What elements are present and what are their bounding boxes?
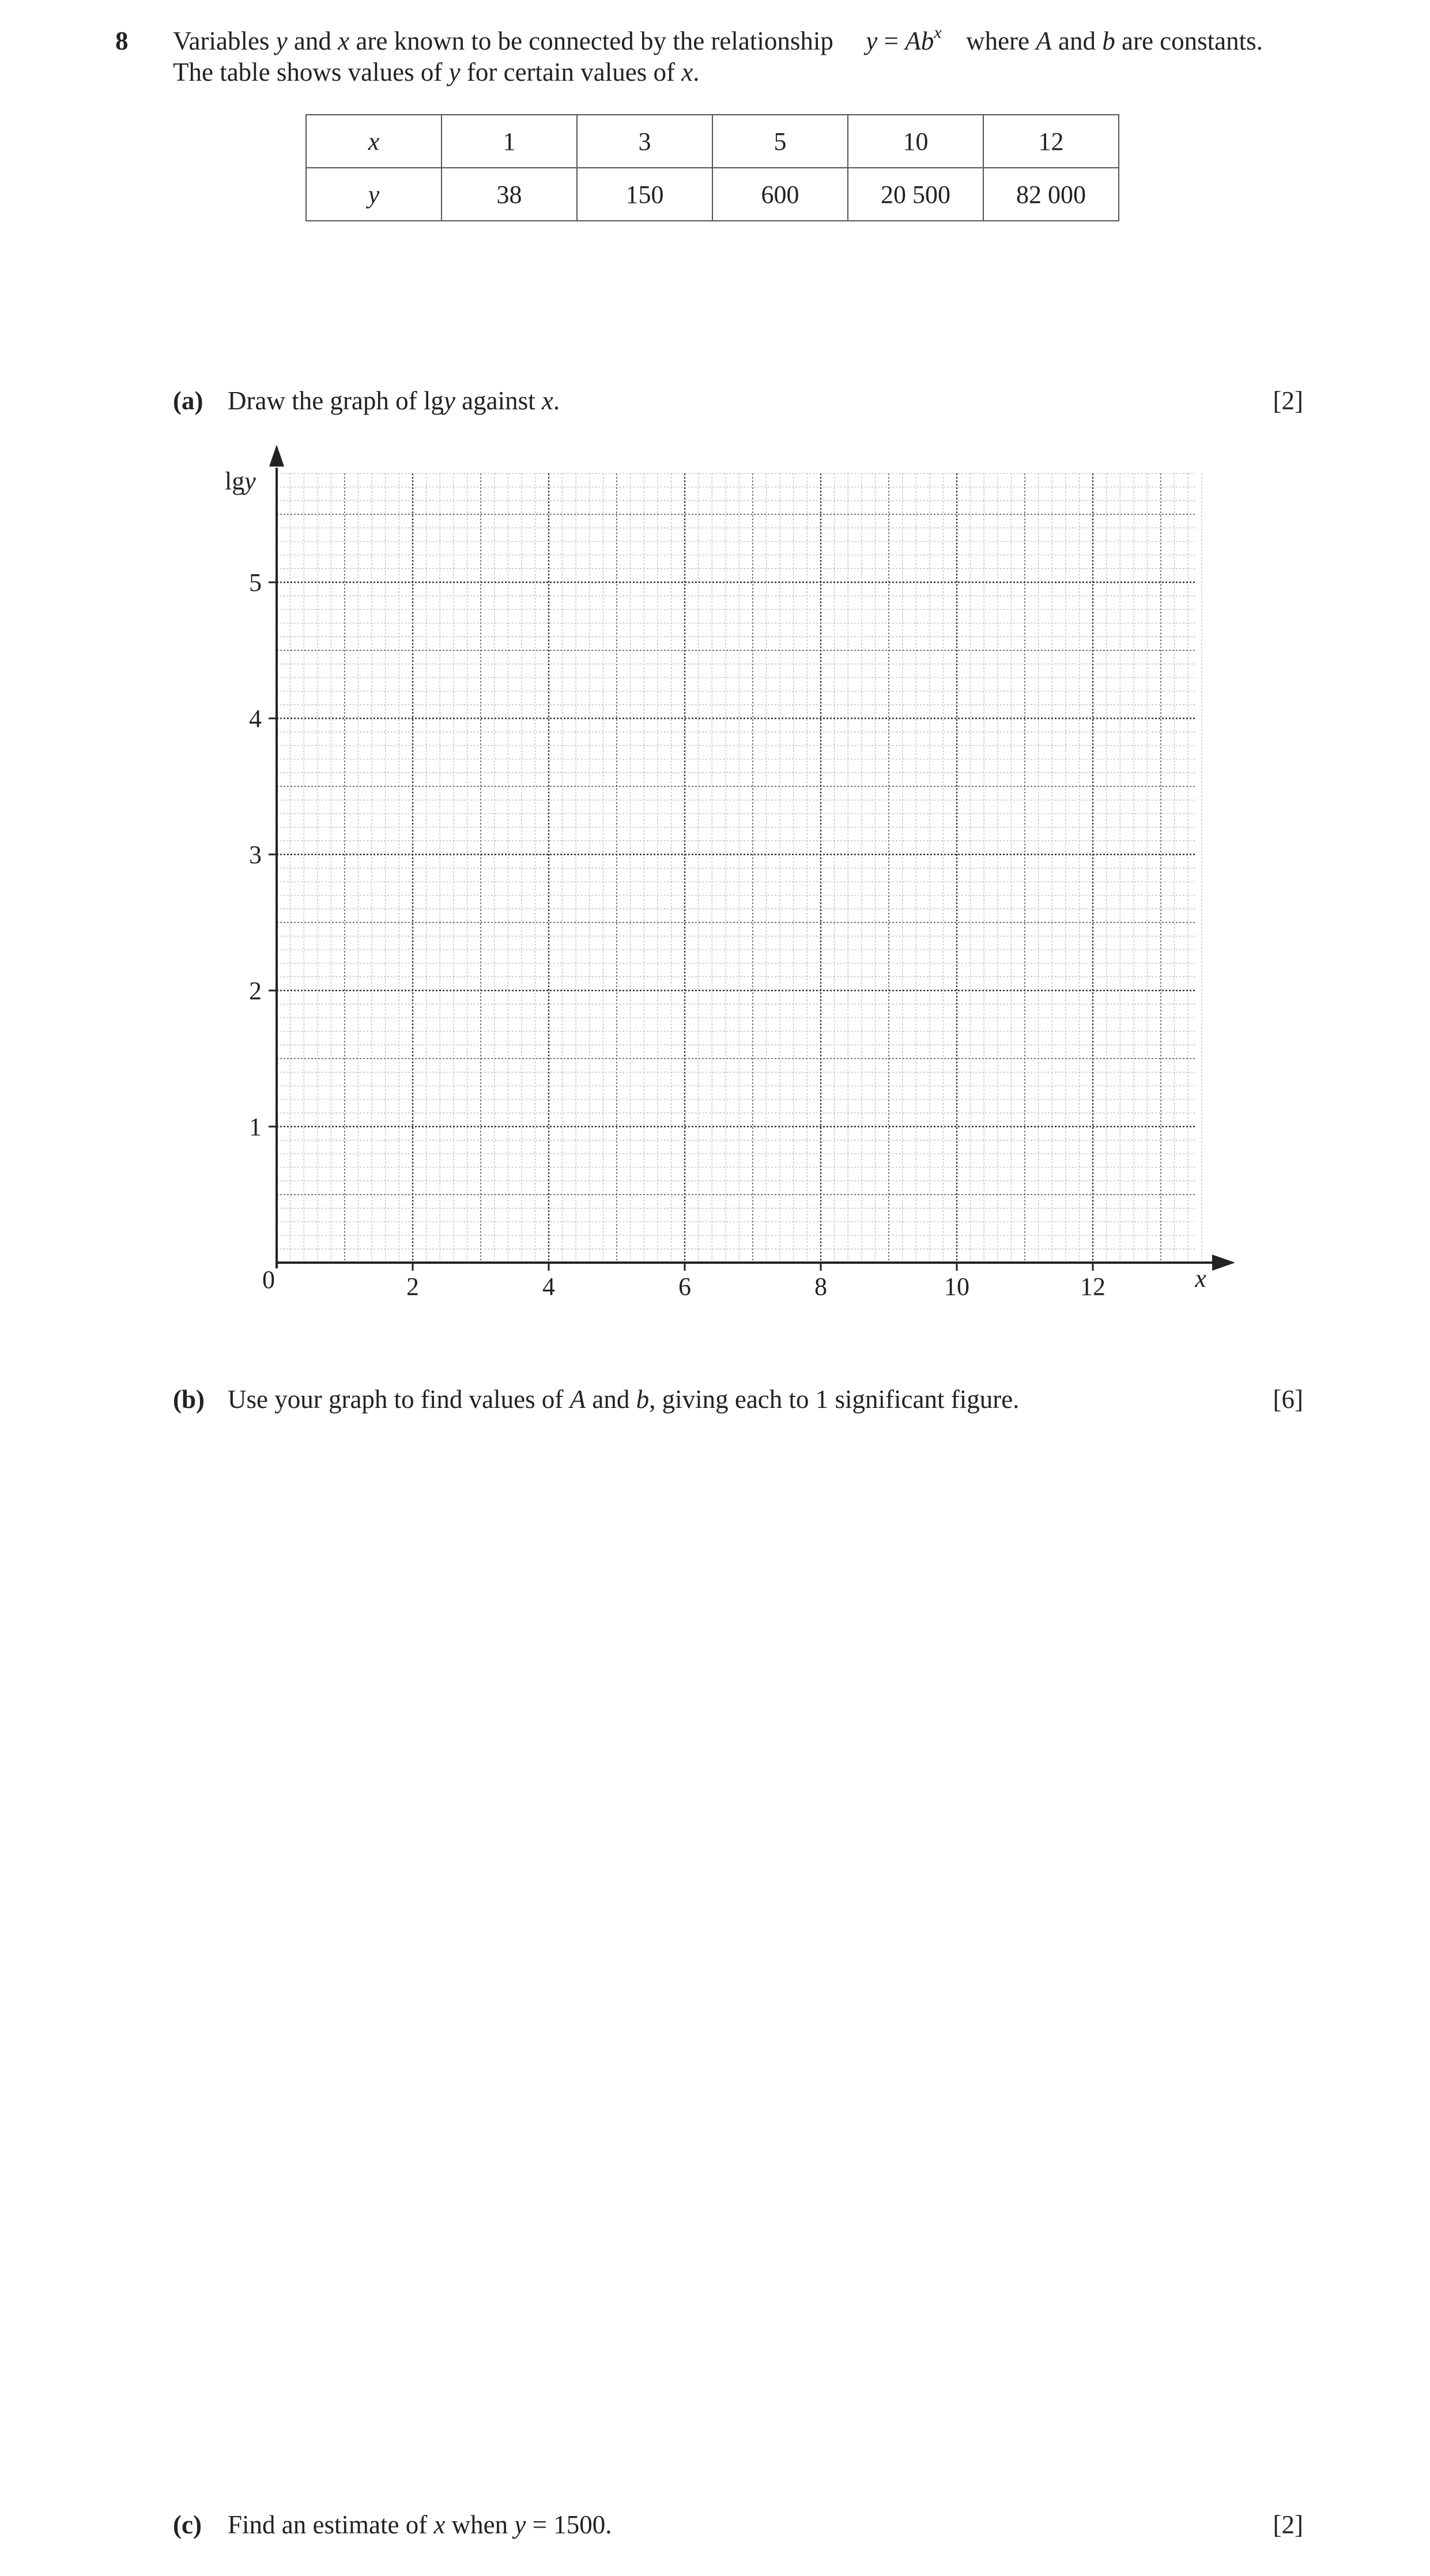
y-tick-label: 1 <box>249 1113 262 1141</box>
y-tick-label: 3 <box>249 841 262 869</box>
table-row-y <box>306 168 1119 221</box>
part-b-marks: [6] <box>1273 1385 1303 1414</box>
x-tick-label: 10 <box>944 1272 969 1301</box>
table-cell: 38 <box>442 168 577 221</box>
table-cell: 10 <box>848 115 983 168</box>
question-intro: Variables y and x are known to be connected by the relationship $y = Ab^x$ where A and b are constants. <box>173 23 1263 55</box>
table-cell: 5 <box>712 115 848 168</box>
x-tick-label: 12 <box>1080 1272 1105 1301</box>
x-tick-label: 8 <box>814 1272 827 1301</box>
question-line-2: The table shows values of y for certain values of x. <box>173 58 700 86</box>
y-tick-label: 2 <box>249 977 262 1005</box>
table-cell: 3 <box>577 115 712 168</box>
part-b-label: (b) <box>173 1385 205 1414</box>
part-a-label: (a) <box>173 386 203 415</box>
y-tick-label: 4 <box>249 705 262 733</box>
part-b-text: Use your graph to find values of A and b, giving each to 1 significant figure. <box>228 1385 1020 1414</box>
table-cell: 20 500 <box>848 168 983 221</box>
y-tick-label: 5 <box>249 568 262 597</box>
part-a-marks: [2] <box>1273 386 1303 415</box>
x-tick-label: 6 <box>678 1272 691 1301</box>
x-axis-arrow <box>1212 1255 1235 1271</box>
values-table <box>305 114 1119 221</box>
table-cell: 82 000 <box>983 168 1119 221</box>
question-number: 8 <box>115 27 129 55</box>
part-c-marks: [2] <box>1273 2510 1303 2539</box>
y-axis-arrow <box>269 445 284 466</box>
table-cell: 150 <box>577 168 712 221</box>
grid-lines <box>277 473 1202 1263</box>
x-axis-label: x <box>1195 1264 1206 1293</box>
table-cell: 12 <box>983 115 1119 168</box>
equation: $y = Ab^x$ <box>866 23 942 55</box>
part-c-label: (c) <box>173 2510 202 2539</box>
x-tick-label: 4 <box>542 1272 555 1301</box>
table-cell: 600 <box>712 168 848 221</box>
table-header-x: x <box>306 115 442 168</box>
origin-label: 0 <box>262 1266 275 1294</box>
graph-paper <box>207 438 1245 1315</box>
table-header-y: y <box>306 168 442 221</box>
y-axis-label: lgy <box>225 467 256 496</box>
part-c-text: Find an estimate of x when y = 1500. <box>228 2510 612 2539</box>
table-row-x <box>306 115 1119 168</box>
x-tick-label: 2 <box>406 1272 419 1301</box>
part-a-text: Draw the graph of lgy against x. <box>228 386 560 415</box>
table-cell: 1 <box>442 115 577 168</box>
